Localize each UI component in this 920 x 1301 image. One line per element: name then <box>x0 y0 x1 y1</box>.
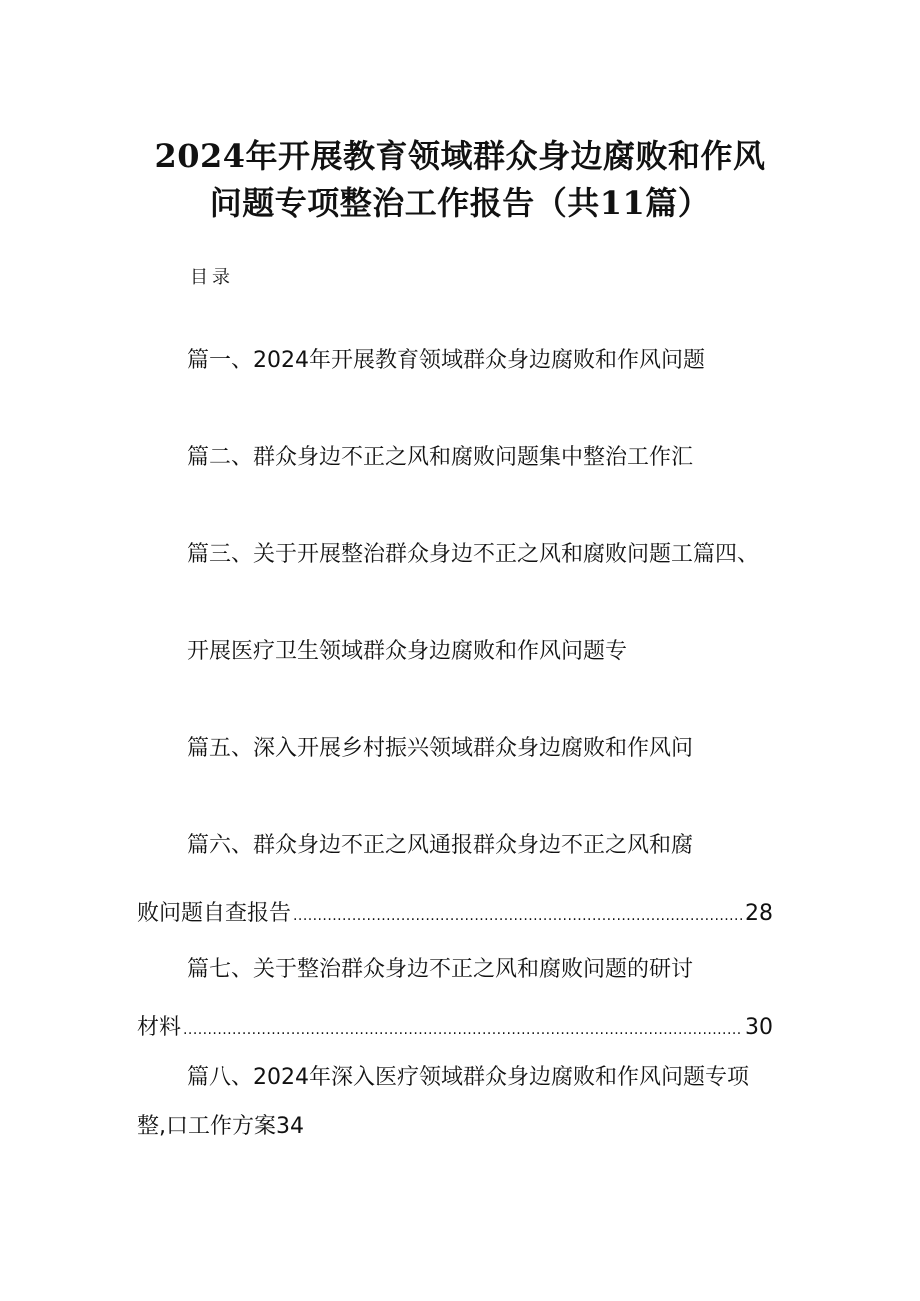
toc-item-5: 篇五、深入开展乡村振兴领域群众身边腐败和作风问 <box>187 736 694 761</box>
document-title-line-2: 问题专项整治工作报告（共11篇） <box>209 184 711 222</box>
toc-item-7-page: 30 <box>745 1015 773 1040</box>
toc-item-7-entry <box>137 1013 773 1045</box>
toc-item-1: 篇一、2024年开展教育领域群众身边腐败和作风问题 <box>187 348 705 373</box>
toc-item-6-entry <box>137 899 773 931</box>
dot-leader <box>293 899 743 931</box>
toc-item-4-continuation: 开展医疗卫生领域群众身边腐败和作风问题专 <box>187 639 628 664</box>
toc-item-2: 篇二、群众身边不正之风和腐败问题集中整治工作汇 <box>187 445 694 470</box>
toc-item-3: 篇三、关于开展整治群众身边不正之风和腐败问题工篇四、 <box>187 542 760 567</box>
toc-item-8-line-2: 整,口工作方案34 <box>137 1114 304 1139</box>
toc-item-8-line-1: 篇八、2024年深入医疗领域群众身边腐败和作风问题专项 <box>187 1065 749 1090</box>
dot-leader <box>183 1013 743 1045</box>
toc-item-7-line-1: 篇七、关于整治群众身边不正之风和腐败问题的研讨 <box>187 957 694 982</box>
toc-item-6-page: 28 <box>745 901 773 926</box>
document-title-line-1: 2024年开展教育领域群众身边腐败和作风 <box>154 137 766 175</box>
toc-item-6-line-2: 败问题自查报告 <box>137 901 292 926</box>
toc-item-7-line-2: 材料 <box>137 1015 182 1040</box>
toc-item-6-line-1: 篇六、群众身边不正之风通报群众身边不正之风和腐 <box>187 833 694 858</box>
toc-heading: 目录 <box>190 267 234 288</box>
